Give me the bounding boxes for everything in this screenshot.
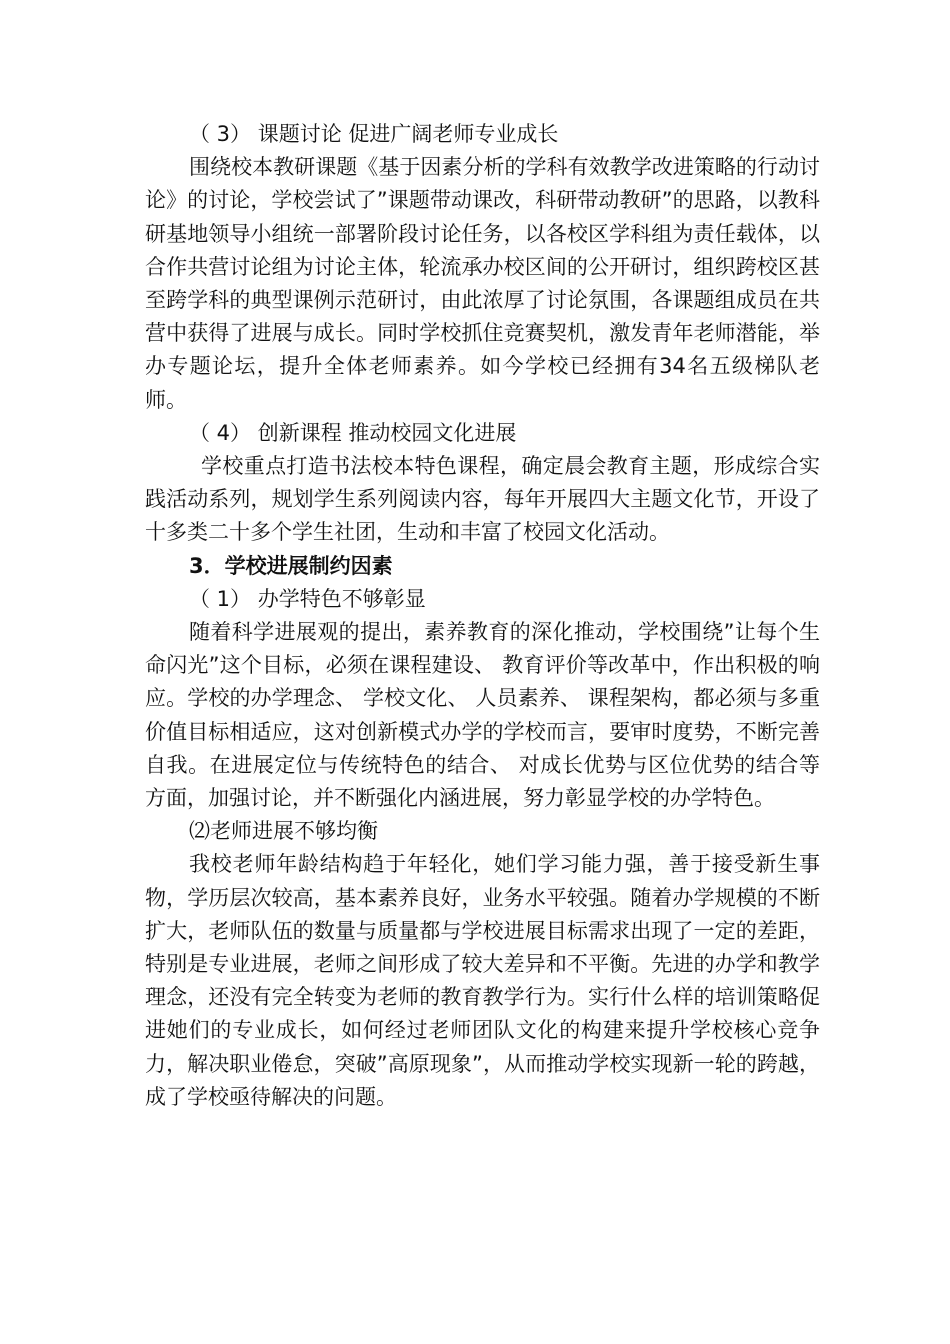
section-subheading-4: （ 4） 创新课程 推动校园文化进展 [189,420,517,445]
section-heading-3: 3．学校进展制约因素 [189,553,393,578]
paragraph-teacher-development: 我校老师年龄结构趋于年轻化，她们学习能力强，善于接受新生事物，学历层次较高，基本素养良好，业务水平较强。随着办学规模的不断扩大，老师队伍的数量与质量都与学校进展目标需求出现了一定的差距，特别是专业进展，老师之间形成了较大差异和不平衡。先进的办学和教学理念，还没有完全转变为老师的教育教学行为。实行什么样的培训策略促进她们的专业成长，如何经过老师团队文化的构建来提升学校核心竞争力，解决职业倦怠，突破”高原现象”，从而推动学校实现新一轮的跨越，成了学校亟待解决的问题。 [145,852,820,1109]
paragraph-research-topic: 围绕校本教研课题《基于因素分析的学科有效教学改进策略的行动讨论》的讨论，学校尝试了”课题带动课改，科研带动教研”的思路，以教科研基地领导小组统一部署阶段讨论任务，以各校区学科组为责任载体，以合作共营讨论组为讨论主体，轮流承办校区间的公开研讨，组织跨校区甚至跨学科的典型课例示范研讨，由此浓厚了讨论氛围，各课题组成员在共营中获得了进展与成长。同时学校抓住竞赛契机，激发青年老师潜能，举办专题论坛，提升全体老师素养。如今学校已经拥有34名五级梯队老师。 [145,155,820,412]
document-body [145,118,820,1114]
section-subheading-2: ⑵老师进展不够均衡 [189,819,378,844]
section-subheading-3: （ 3） 课题讨论 促进广阔老师专业成长 [189,122,559,146]
section-subheading-1: （ 1） 办学特色不够彰显 [189,586,426,611]
paragraph-school-features: 随着科学进展观的提出，素养教育的深化推动，学校围绕”让每个生命闪光”这个目标，必须在课程建设、 教育评价等改革中，作出积极的响应。学校的办学理念、 学校文化、 人员素养、 课程架构，都必须与多重价值目标相适应，这对创新模式办学的学校而言，要审时度势，不断完善自我。在进展定位与传统特色的结合、 对成长优势与区位优势的结合等方面，加强讨论，并不断强化内涵进展，努力彰显学校的办学特色。 [145,620,820,811]
paragraph-curriculum: 学校重点打造书法校本特色课程，确定晨会教育主题，形成综合实践活动系列，规划学生系列阅读内容，每年开展四大主题文化节，开设了十多类二十多个学生社团，生动和丰富了校园文化活动。 [145,454,820,545]
